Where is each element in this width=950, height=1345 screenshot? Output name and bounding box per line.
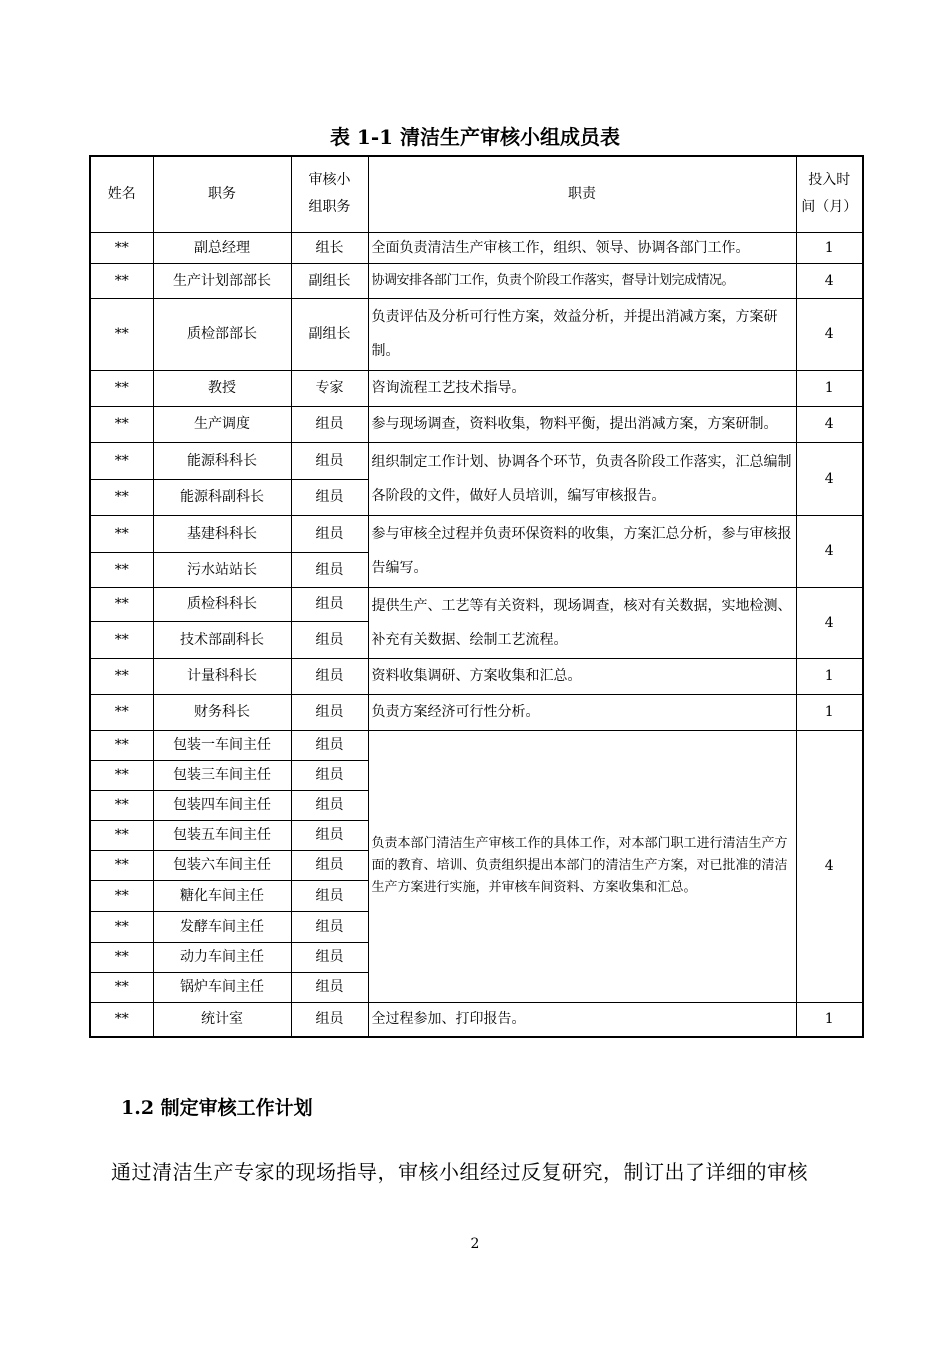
member-role: 组员 bbox=[291, 850, 368, 880]
member-role: 组员 bbox=[291, 972, 368, 1002]
member-name: ** bbox=[90, 942, 153, 972]
table-row bbox=[90, 730, 863, 760]
member-role: 组员 bbox=[291, 587, 368, 621]
member-name: ** bbox=[90, 760, 153, 790]
member-role: 组员 bbox=[291, 790, 368, 820]
member-name: ** bbox=[90, 406, 153, 442]
member-position: 包装四车间主任 bbox=[153, 790, 291, 820]
member-duty: 全过程参加、打印报告。 bbox=[368, 1002, 796, 1037]
member-position: 质检部部长 bbox=[153, 298, 291, 370]
member-duty: 参与审核全过程并负责环保资料的收集，方案汇总分析，参与审核报告编写。 bbox=[368, 515, 796, 587]
member-position: 锅炉车间主任 bbox=[153, 972, 291, 1002]
table-row bbox=[90, 587, 863, 621]
member-time: 1 bbox=[796, 1002, 863, 1037]
table-row bbox=[90, 232, 863, 263]
member-time: 4 bbox=[796, 298, 863, 370]
member-duty: 资料收集调研、方案收集和汇总。 bbox=[368, 658, 796, 694]
member-position: 生产调度 bbox=[153, 406, 291, 442]
table-row bbox=[90, 370, 863, 406]
section-heading: 1.2 制定审核工作计划 bbox=[121, 1097, 313, 1119]
member-time: 1 bbox=[796, 370, 863, 406]
member-role: 组员 bbox=[291, 942, 368, 972]
table-row bbox=[90, 658, 863, 694]
member-position: 统计室 bbox=[153, 1002, 291, 1037]
member-duty: 负责评估及分析可行性方案，效益分析，并提出消减方案，方案研制。 bbox=[368, 298, 796, 370]
member-duty: 咨询流程工艺技术指导。 bbox=[368, 370, 796, 406]
header-time: 投入时 间（月） bbox=[796, 156, 863, 232]
body-paragraph: 通过清洁生产专家的现场指导，审核小组经过反复研究，制订出了详细的审核 bbox=[111, 1160, 808, 1184]
member-role: 副组长 bbox=[291, 298, 368, 370]
member-time: 1 bbox=[796, 694, 863, 730]
member-position: 基建科科长 bbox=[153, 515, 291, 552]
member-role: 组员 bbox=[291, 820, 368, 850]
member-name: ** bbox=[90, 552, 153, 587]
member-position: 发酵车间主任 bbox=[153, 911, 291, 942]
member-duty: 协调安排各部门工作，负责个阶段工作落实，督导计划完成情况。 bbox=[368, 263, 796, 298]
member-position: 生产计划部部长 bbox=[153, 263, 291, 298]
table-row bbox=[90, 442, 863, 479]
table-row bbox=[90, 298, 863, 370]
member-role: 组员 bbox=[291, 730, 368, 760]
member-duty: 全面负责清洁生产审核工作，组织、领导、协调各部门工作。 bbox=[368, 232, 796, 263]
member-role: 组员 bbox=[291, 760, 368, 790]
member-name: ** bbox=[90, 820, 153, 850]
member-duty: 提供生产、工艺等有关资料，现场调查，核对有关数据，实地检测、补充有关数据、绘制工艺流程。 bbox=[368, 587, 796, 658]
member-name: ** bbox=[90, 370, 153, 406]
member-time: 4 bbox=[796, 515, 863, 587]
member-position: 财务科长 bbox=[153, 694, 291, 730]
member-position: 计量科科长 bbox=[153, 658, 291, 694]
member-position: 副总经理 bbox=[153, 232, 291, 263]
member-role: 组员 bbox=[291, 694, 368, 730]
member-role: 组长 bbox=[291, 232, 368, 263]
member-name: ** bbox=[90, 442, 153, 479]
member-name: ** bbox=[90, 972, 153, 1002]
member-position: 能源科科长 bbox=[153, 442, 291, 479]
member-name: ** bbox=[90, 911, 153, 942]
table-row bbox=[90, 515, 863, 552]
member-role: 组员 bbox=[291, 658, 368, 694]
table-header-row bbox=[90, 156, 863, 232]
member-name: ** bbox=[90, 263, 153, 298]
member-duty: 参与现场调查，资料收集，物料平衡，提出消减方案，方案研制。 bbox=[368, 406, 796, 442]
member-role: 组员 bbox=[291, 911, 368, 942]
member-role: 组员 bbox=[291, 479, 368, 515]
member-role: 组员 bbox=[291, 552, 368, 587]
table-row bbox=[90, 406, 863, 442]
member-role: 组员 bbox=[291, 621, 368, 658]
member-name: ** bbox=[90, 479, 153, 515]
member-position: 技术部副科长 bbox=[153, 621, 291, 658]
member-role: 组员 bbox=[291, 515, 368, 552]
member-role: 组员 bbox=[291, 880, 368, 911]
audit-team-table bbox=[89, 155, 864, 1038]
member-position: 教授 bbox=[153, 370, 291, 406]
member-name: ** bbox=[90, 515, 153, 552]
member-name: ** bbox=[90, 790, 153, 820]
member-name: ** bbox=[90, 694, 153, 730]
member-time: 4 bbox=[796, 263, 863, 298]
member-position: 质检科科长 bbox=[153, 587, 291, 621]
member-role: 组员 bbox=[291, 1002, 368, 1037]
member-position: 污水站站长 bbox=[153, 552, 291, 587]
member-time: 4 bbox=[796, 587, 863, 658]
member-duty: 负责本部门清洁生产审核工作的具体工作，对本部门职工进行清洁生产方面的教育、培训、负责组织提出本部门的清洁生产方案，对已批准的清洁生产方案进行实施，并审核车间资料、方案收集和汇总。 bbox=[368, 730, 796, 1002]
member-position: 包装五车间主任 bbox=[153, 820, 291, 850]
member-role: 副组长 bbox=[291, 263, 368, 298]
member-time: 4 bbox=[796, 730, 863, 1002]
member-position: 包装三车间主任 bbox=[153, 760, 291, 790]
member-time: 4 bbox=[796, 442, 863, 515]
header-audit-role: 审核小 组职务 bbox=[291, 156, 368, 232]
member-duty: 负责方案经济可行性分析。 bbox=[368, 694, 796, 730]
table-row bbox=[90, 263, 863, 298]
member-name: ** bbox=[90, 880, 153, 911]
header-position: 职务 bbox=[153, 156, 291, 232]
member-position: 能源科副科长 bbox=[153, 479, 291, 515]
member-position: 动力车间主任 bbox=[153, 942, 291, 972]
member-name: ** bbox=[90, 730, 153, 760]
member-name: ** bbox=[90, 621, 153, 658]
member-name: ** bbox=[90, 298, 153, 370]
member-role: 专家 bbox=[291, 370, 368, 406]
table-row bbox=[90, 694, 863, 730]
member-name: ** bbox=[90, 658, 153, 694]
table-row bbox=[90, 1002, 863, 1037]
member-position: 包装一车间主任 bbox=[153, 730, 291, 760]
member-position: 糖化车间主任 bbox=[153, 880, 291, 911]
member-role: 组员 bbox=[291, 406, 368, 442]
member-name: ** bbox=[90, 587, 153, 621]
table-title: 表 1-1 清洁生产审核小组成员表 bbox=[329, 125, 621, 149]
member-duty: 组织制定工作计划、协调各个环节，负责各阶段工作落实，汇总编制各阶段的文件，做好人员培训，编写审核报告。 bbox=[368, 442, 796, 515]
member-time: 1 bbox=[796, 232, 863, 263]
header-duty: 职责 bbox=[368, 156, 796, 232]
member-name: ** bbox=[90, 850, 153, 880]
member-name: ** bbox=[90, 1002, 153, 1037]
page-number: 2 bbox=[470, 1236, 480, 1252]
member-position: 包装六车间主任 bbox=[153, 850, 291, 880]
member-time: 1 bbox=[796, 658, 863, 694]
member-role: 组员 bbox=[291, 442, 368, 479]
header-name: 姓名 bbox=[90, 156, 153, 232]
member-time: 4 bbox=[796, 406, 863, 442]
member-name: ** bbox=[90, 232, 153, 263]
